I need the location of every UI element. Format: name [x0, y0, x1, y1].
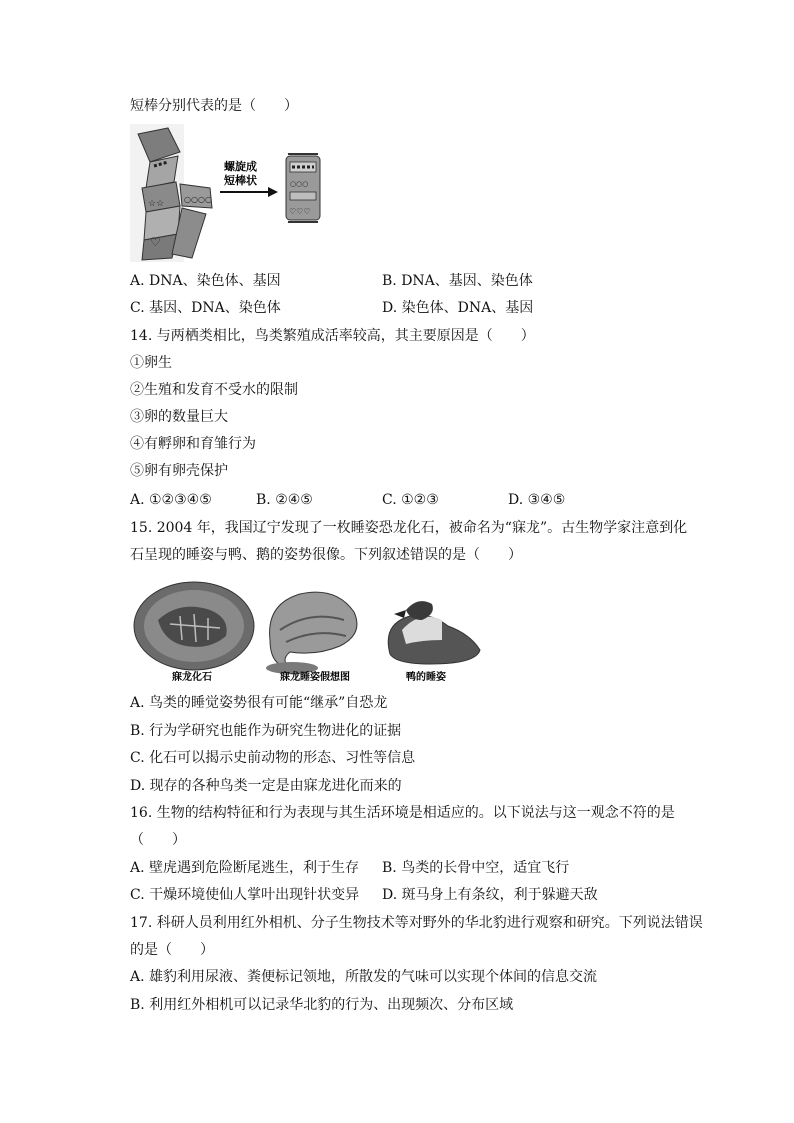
svg-text:○○○○: ○○○○ [184, 195, 212, 204]
chromosome-illustration [128, 122, 328, 264]
q14-option-c: C. ①②③ [382, 492, 439, 508]
q15-stem-line2: 石呈现的睡姿与鸭、鹅的姿势很像。下列叙述错误的是（ ） [130, 547, 522, 563]
q14-option-a: A. ①②③④⑤ [130, 492, 212, 508]
svg-text:☆☆: ☆☆ [148, 199, 165, 209]
chromosome-figure [128, 122, 328, 264]
q17-stem-line2: 的是（ ） [130, 942, 214, 958]
q17-option-b: B. 利用红外相机可以记录华北豹的行为、出现频次、分布区域 [130, 997, 514, 1013]
q15-option-b: B. 行为学研究也能作为研究生物进化的证据 [130, 723, 402, 739]
q14-item-1: ①卵生 [130, 355, 172, 371]
caption-duck: 鸭的睡姿 [406, 672, 446, 683]
q17-option-a: A. 雄豹利用尿液、粪便标记领地，所散发的气味可以实现个体间的信息交流 [130, 969, 598, 985]
q17-stem-line1: 17. 科研人员利用红外相机、分子生物技术等对野外的华北豹进行观察和研究。下列说法错误 [130, 915, 703, 931]
q14-stem: 14. 与两栖类相比，鸟类繁殖成活率较高，其主要原因是（ ） [130, 328, 535, 344]
caption-reconstruction: 寐龙睡姿假想图 [280, 672, 350, 683]
q13-option-b: B. DNA、基因、染色体 [382, 273, 533, 289]
dinosaur-illustration [130, 580, 490, 686]
q16-option-a: A. 壁虎遇到危险断尾逃生，利于生存 [130, 860, 360, 876]
q15-option-a: A. 鸟类的睡觉姿势很有可能“继承”自恐龙 [130, 695, 388, 711]
q16-option-c: C. 干燥环境使仙人掌叶出现针状变异 [130, 887, 360, 903]
q14-option-d: D. ③④⑤ [508, 492, 566, 508]
dinosaur-figure [130, 580, 490, 686]
q16-option-b: B. 鸟类的长骨中空，适宜飞行 [382, 860, 570, 876]
q13-option-d: D. 染色体、DNA、基因 [382, 300, 534, 316]
svg-text:♡: ♡ [150, 235, 161, 249]
svg-text:○○○: ○○○ [290, 180, 309, 188]
q13-option-c: C. 基因、DNA、染色体 [130, 300, 281, 316]
fig-label-line2: 短棒状 [224, 174, 257, 187]
svg-text:♡♡♡: ♡♡♡ [289, 207, 311, 216]
q13-option-a: A. DNA、染色体、基因 [130, 273, 281, 289]
q14-item-4: ④有孵卵和育雏行为 [130, 436, 256, 452]
q14-item-5: ⑤卵有卵壳保护 [130, 463, 228, 479]
q15-option-c: C. 化石可以揭示史前动物的形态、习性等信息 [130, 750, 416, 766]
q15-stem-line1: 15. 2004 年，我国辽宁发现了一枚睡姿恐龙化石，被命名为“寐龙”。古生物学家注意到化 [130, 520, 688, 536]
fig-label-line1: 螺旋成 [224, 160, 257, 173]
q14-item-2: ②生殖和发育不受水的限制 [130, 382, 298, 398]
q14-option-b: B. ②④⑤ [256, 492, 313, 508]
q16-stem-line2: （ ） [130, 832, 186, 848]
q16-option-d: D. 斑马身上有条纹，利于躲避天敌 [382, 887, 598, 903]
caption-fossil: 寐龙化石 [172, 672, 212, 683]
q13-stem-tail: 短棒分别代表的是（ ） [130, 98, 298, 114]
q14-item-3: ③卵的数量巨大 [130, 409, 228, 425]
q16-stem-line1: 16. 生物的结构特征和行为表现与其生活环境是相适应的。以下说法与这一观念不符的是 [130, 805, 675, 821]
q15-option-d: D. 现存的各种鸟类一定是由寐龙进化而来的 [130, 778, 402, 794]
